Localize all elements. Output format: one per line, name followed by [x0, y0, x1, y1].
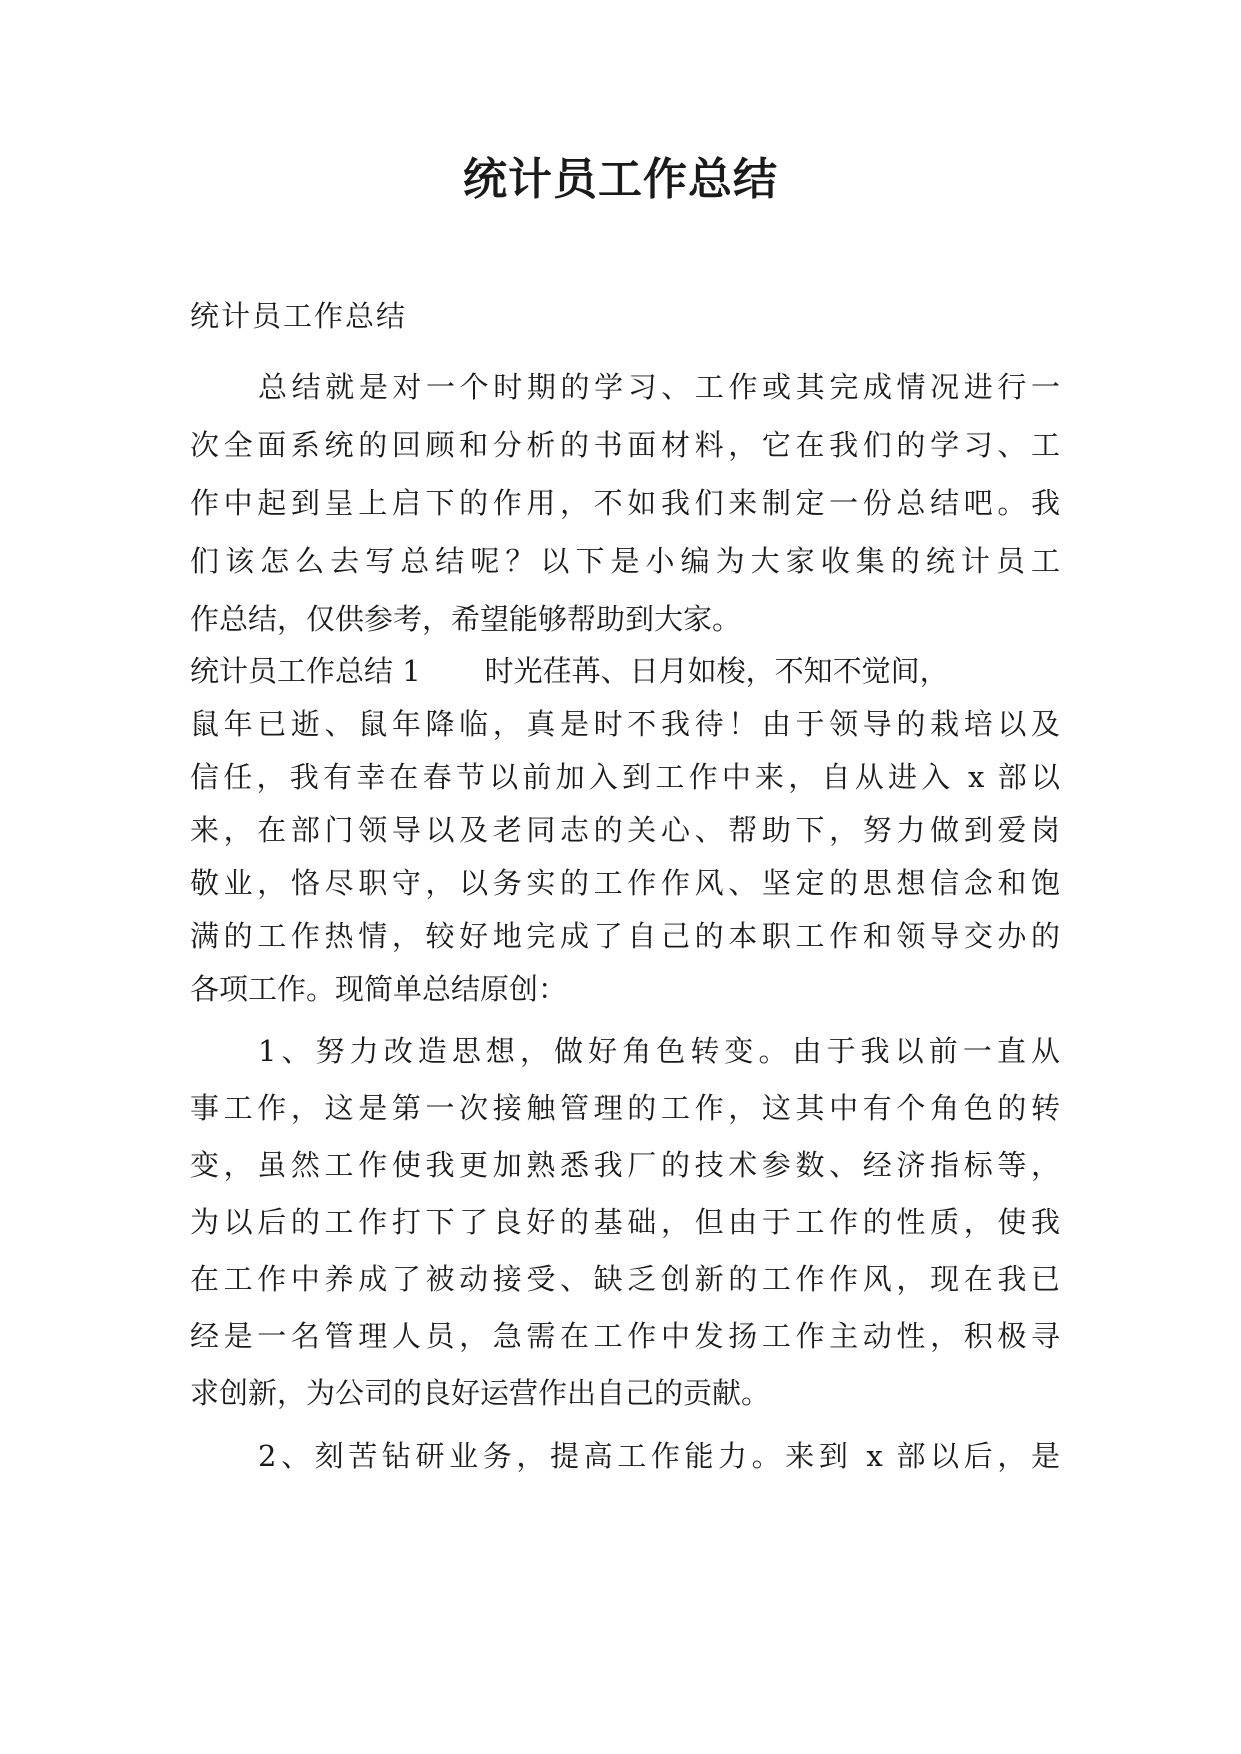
point1-line: 变，虽然工作使我更加熟悉我厂的技术参数、经济指标等，: [190, 1148, 1060, 1182]
intro-line: 总结就是对一个时期的学习、工作或其完成情况进行一: [258, 370, 1060, 404]
point1-line: 事工作，这是第一次接触管理的工作，这其中有个角色的转: [190, 1091, 1060, 1125]
intro-line: 作总结，仅供参考，希望能够帮助到大家。: [190, 602, 742, 636]
section1-line: 各项工作。现简单总结原创：: [190, 972, 568, 1006]
point2-line: 2、刻苦钻研业务，提高工作能力。来到 x 部以后，是: [258, 1439, 1060, 1473]
section1-first-line: 时光荏苒、日月如梭，不知不觉间，: [484, 654, 949, 688]
document-title: 统计员工作总结: [463, 154, 778, 205]
point1-line: 为以后的工作打下了良好的基础，但由于工作的性质，使我: [190, 1205, 1060, 1239]
section1-heading: 统计员工作总结 1: [190, 654, 421, 688]
intro-line: 次全面系统的回顾和分析的书面材料，它在我们的学习、工: [190, 428, 1060, 462]
point1-line: 1、努力改造思想，做好角色转变。由于我以前一直从: [258, 1034, 1060, 1068]
intro-line: 作中起到呈上启下的作用，不如我们来制定一份总结吧。我: [190, 486, 1060, 520]
section1-line: 敬业，恪尽职守，以务实的工作作风、坚定的思想信念和饱: [190, 866, 1060, 900]
intro-line: 们该怎么去写总结呢？以下是小编为大家收集的统计员工: [190, 544, 1060, 578]
document-subtitle: 统计员工作总结: [190, 299, 408, 333]
section1-line: 满的工作热情，较好地完成了自己的本职工作和领导交办的: [190, 919, 1060, 953]
section1-line: 来，在部门领导以及老同志的关心、帮助下，努力做到爱岗: [190, 813, 1060, 847]
point1-line: 在工作中养成了被动接受、缺乏创新的工作作风，现在我已: [190, 1262, 1060, 1296]
point1-line: 求创新，为公司的良好运营作出自己的贡献。: [190, 1376, 771, 1410]
point1-line: 经是一名管理人员，急需在工作中发扬工作主动性，积极寻: [190, 1319, 1060, 1353]
section1-heading-row: [190, 651, 1060, 691]
section1-line: 信任，我有幸在春节以前加入到工作中来，自从进入 x 部以: [190, 760, 1060, 794]
section1-line: 鼠年已逝、鼠年降临，真是时不我待！由于领导的栽培以及: [190, 707, 1060, 741]
